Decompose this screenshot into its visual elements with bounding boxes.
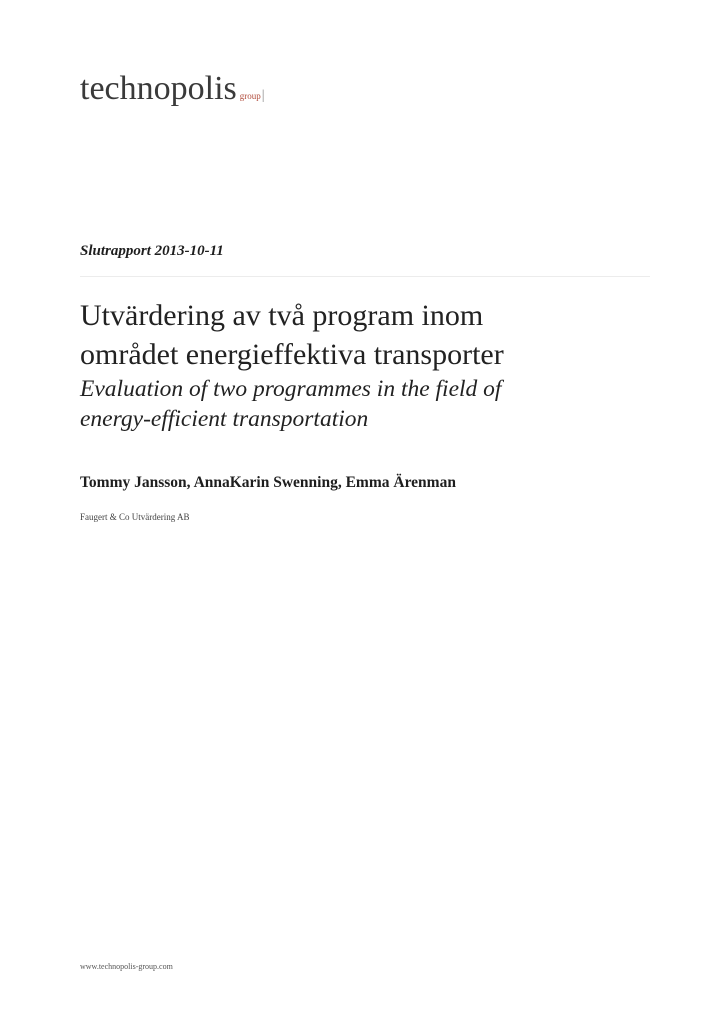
organization-name: Faugert & Co Utvärdering AB [80,512,190,522]
report-date-label: Slutrapport 2013-10-11 [80,243,224,259]
swedish-title-line-1: Utvärdering av två program inom [80,299,484,332]
english-title-line-2: energy-efficient transportation [80,406,369,432]
authors-line: Tommy Jansson, AnnaKarin Swenning, Emma Ärenman [80,474,456,491]
footer-website-url: www.technopolis-group.com [80,962,173,971]
logo-wordmark: technopolis [80,70,237,107]
swedish-title [80,296,680,374]
technopolis-logo [80,70,265,108]
logo-group-label: group [239,91,261,101]
swedish-title-line-2: området energieffektiva transporter [80,338,504,371]
english-title [80,374,680,434]
english-title-line-1: Evaluation of two programmes in the field of [80,376,502,402]
logo-bracket: | [261,88,265,103]
header-divider [80,276,650,277]
